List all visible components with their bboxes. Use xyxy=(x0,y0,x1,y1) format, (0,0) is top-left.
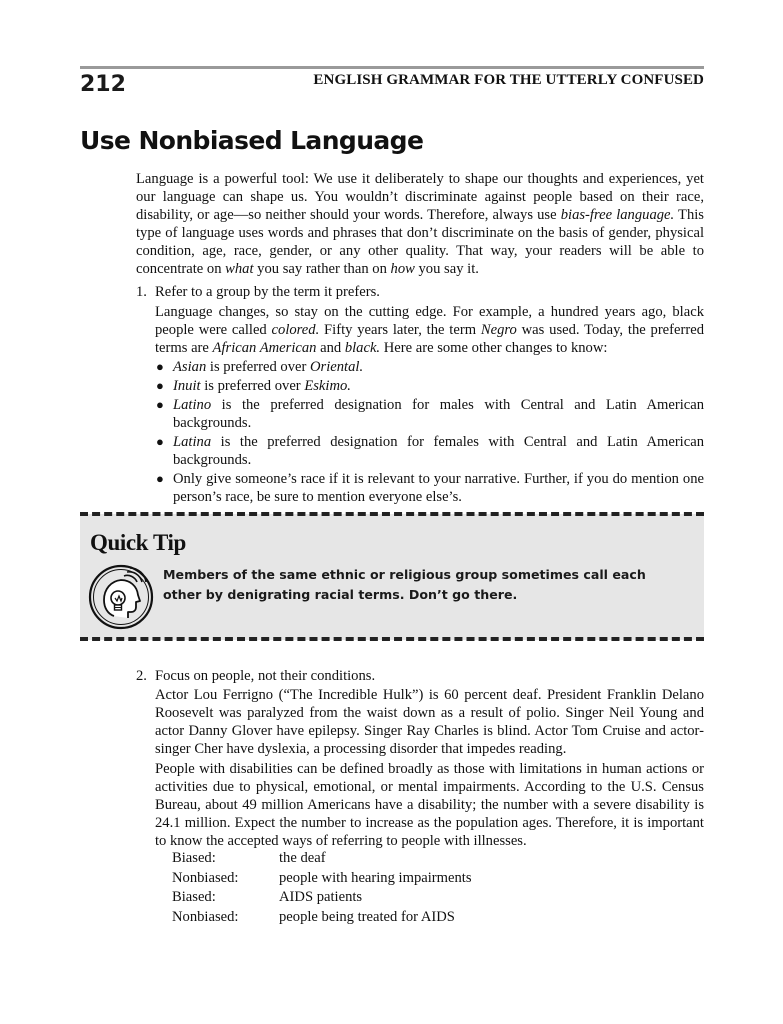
running-head: ENGLISH GRAMMAR FOR THE UTTERLY CONFUSED xyxy=(313,72,704,88)
list-item-1 xyxy=(136,283,704,507)
body-text: was used. Today, the preferred terms are xyxy=(155,322,704,356)
body-emphasis: Negro xyxy=(480,322,517,338)
example-label: Biased: xyxy=(172,850,216,866)
intro-emphasis: what xyxy=(225,261,254,277)
table-row xyxy=(172,849,472,869)
quick-tip-title: Quick Tip xyxy=(90,530,186,555)
bias-examples-table xyxy=(172,849,472,927)
example-term: people being treated for AIDS xyxy=(279,908,455,925)
item-heading-text: Focus on people, not their conditions. xyxy=(155,668,376,684)
bullet-dot-icon: ● xyxy=(156,359,164,374)
bullet-list xyxy=(136,358,704,506)
item-1-heading xyxy=(136,283,704,301)
table-row xyxy=(172,869,472,889)
quick-tip-top-border xyxy=(80,512,704,516)
list-item-2 xyxy=(136,667,704,850)
bullet-text: is preferred over xyxy=(206,359,310,375)
body-emphasis: black. xyxy=(344,340,381,356)
bullet-dot-icon: ● xyxy=(156,397,164,412)
body-text: and xyxy=(316,340,345,356)
intro-text: you say rather than on xyxy=(253,261,391,277)
intro-text: Language is a powerful tool: We use it deliberately to shape our thoughts and experiences, yet our language can shape us. You wouldn’t discriminate against people based on their race, disability, or age—so neither should your words. Therefore, always use xyxy=(136,171,704,223)
item-heading-text: Refer to a group by the term it prefers. xyxy=(155,284,380,300)
example-term: AIDS patients xyxy=(279,889,363,905)
body-emphasis: colored. xyxy=(271,322,320,338)
body-text: Here are some other changes to know: xyxy=(380,340,608,356)
intro-emphasis: how xyxy=(390,261,415,277)
table-row xyxy=(172,888,472,908)
bullet-dot-icon: ● xyxy=(156,378,164,393)
example-term: the deaf xyxy=(279,850,326,866)
bullet-item xyxy=(155,470,704,506)
body-text: Fifty years later, the term xyxy=(319,322,481,338)
bullet-item xyxy=(155,396,704,432)
table-row xyxy=(172,908,472,928)
bullet-text: is the preferred designation for females with Central and Latin American backgrounds. xyxy=(173,434,704,468)
intro-paragraph xyxy=(136,170,704,278)
bullet-emphasis: Eskimo. xyxy=(304,378,351,394)
item-2-heading xyxy=(136,667,704,685)
intro-emphasis: bias-free language. xyxy=(560,207,675,223)
bullet-item xyxy=(155,433,704,469)
item-2-paragraph-2: People with disabilities can be defined broadly as those with limitations in human actions or activities due to physical, emotional, or mental impairments. According to the U.S. Census Bureau, about 49 million Americans have a disability; the number with a severe disability is 24.1 million. Expect the number to increase as the population ages. Therefore, it is important to know the accepted ways of referring to people with illnesses. xyxy=(155,761,704,849)
section-title: Use Nonbiased Language xyxy=(80,126,424,155)
quick-tip-bottom-border xyxy=(80,637,704,641)
body-emphasis: African American xyxy=(212,340,317,356)
item-2-paragraph-1: Actor Lou Ferrigno (“The Incredible Hulk”) is 60 percent deaf. President Franklin Delano Roosevelt was paralyzed from the waist down as a result of polio. Singer Neil Young and actor Danny Glover have epilepsy. Singer Ray Charles is blind. Actor Tom Cruise and actor-singer Cher have dyslexia, a processing disorder that impedes reading. xyxy=(155,687,704,757)
example-label: Nonbiased: xyxy=(172,869,239,886)
bullet-emphasis: Latino xyxy=(173,397,212,413)
bullet-text: is preferred over xyxy=(200,378,305,394)
intro-text: you say it. xyxy=(414,261,479,277)
example-label: Biased: xyxy=(172,889,216,905)
intro-text: This type of language uses words and phrases that don’t discriminate on the basis of gender, physical condition, age, race, gender, or any other quality. That way, your readers will be able to concentrate on xyxy=(136,207,704,277)
bullet-dot-icon: ● xyxy=(156,471,164,486)
item-number: 2. xyxy=(136,668,147,684)
lightbulb-head-svg xyxy=(84,560,158,634)
bullet-emphasis: Oriental. xyxy=(309,359,364,375)
bullet-item xyxy=(155,377,704,395)
body-text: Language changes, so stay on the cutting edge. For example, a hundred years ago, black people were called xyxy=(155,304,704,338)
bullet-text: is the preferred designation for males with Central and Latin American backgrounds. xyxy=(173,397,704,431)
bullet-emphasis: Latina xyxy=(173,434,212,450)
example-term: people with hearing impairments xyxy=(279,869,472,886)
page-number: 212 xyxy=(80,72,126,97)
bullet-dot-icon: ● xyxy=(156,434,164,449)
quick-tip-text: Members of the same ethnic or religious group sometimes call each other by denigrating racial terms. Don’t go there. xyxy=(163,567,646,602)
item-1-body xyxy=(136,303,704,357)
bullet-item xyxy=(155,358,704,376)
bullet-emphasis: Inuit xyxy=(173,378,201,394)
example-label: Nonbiased: xyxy=(172,908,239,925)
lightbulb-head-icon xyxy=(84,560,158,634)
bullet-text: Only give someone’s race if it is relevant to your narrative. Further, if you do mention one person’s race, be sure to mention everyone else’s. xyxy=(173,471,704,505)
header-rule xyxy=(80,66,704,69)
item-number: 1. xyxy=(136,284,147,300)
bullet-emphasis: Asian xyxy=(173,359,207,375)
